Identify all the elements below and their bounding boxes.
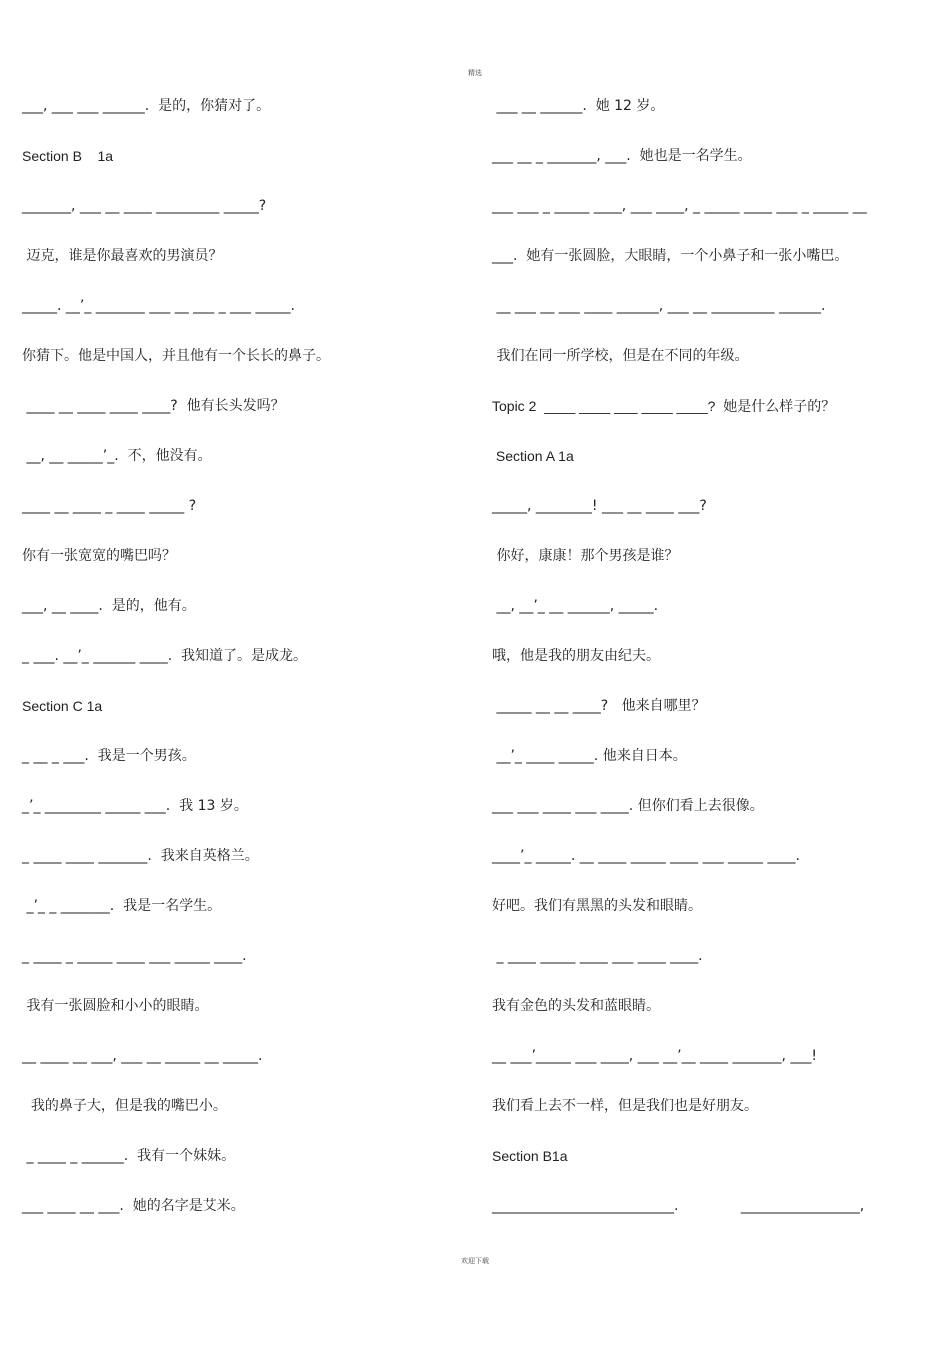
worksheet-line: ___, ___ ___ ______. 是的，你猜对了。 bbox=[22, 98, 271, 114]
worksheet-line: 我有一张圆脸和小小的眼睛。 bbox=[22, 998, 209, 1014]
worksheet-line: ___ __ ______. 她 12 岁。 bbox=[492, 98, 665, 114]
worksheet-line: _______, ___ __ ____ _________ _____? bbox=[22, 198, 267, 214]
right-column bbox=[492, 96, 932, 1246]
worksheet-line: Section C 1a bbox=[22, 698, 103, 714]
worksheet-line: 迈克，谁是你最喜欢的男演员？ bbox=[22, 248, 223, 264]
worksheet-line: 我们在同一所学校，但是在不同的年级。 bbox=[492, 348, 749, 364]
worksheet-line: ___, __ ____. 是的，他有。 bbox=[22, 598, 196, 614]
worksheet-line: Section A 1a bbox=[492, 448, 574, 464]
left-column bbox=[22, 96, 462, 1246]
worksheet-line: __’_ ____ _____. 他来自日本。 bbox=[492, 748, 687, 764]
worksheet-line: __ ___ __ ___ ____ ______, ___ __ _________ ______. bbox=[492, 298, 826, 314]
worksheet-line: __, __’_ __ ______, _____. bbox=[492, 598, 659, 614]
worksheet-line: _’_ ________ _____ ___. 我 13 岁。 bbox=[22, 798, 248, 814]
worksheet-line: _’_ _ _______. 我是一名学生。 bbox=[22, 898, 222, 914]
worksheet-line: 你有一张宽宽的嘴巴吗？ bbox=[22, 548, 176, 564]
worksheet-line: _ ____ _____ ____ ___ ____ ____. bbox=[492, 948, 703, 964]
worksheet-line: _ __ _ ___. 我是一个男孩。 bbox=[22, 748, 196, 764]
worksheet-line: __________________________. _________________, bbox=[492, 1198, 865, 1214]
worksheet-line: 你猜下。他是中国人，并且他有一个长长的鼻子。 bbox=[22, 348, 330, 364]
worksheet-line: _ ____ _ _____ ____ ___ _____ ____. bbox=[22, 948, 247, 964]
worksheet-line: _____, ________! ___ __ ____ ___? bbox=[492, 498, 707, 514]
worksheet-line: _ ___. __’_ ______ ____. 我知道了。是成龙。 bbox=[22, 648, 308, 664]
worksheet-line: 我的鼻子大，但是我的嘴巴小。 bbox=[22, 1098, 227, 1114]
worksheet-line: ___ __ _ _______, ___. 她也是一名学生。 bbox=[492, 148, 752, 164]
page-footer: 欢迎下载 bbox=[461, 1257, 489, 1265]
worksheet-line: __, __ _____’_. 不，他没有。 bbox=[22, 448, 212, 464]
worksheet-line: __ ___’_____ ___ ____, ___ __’__ ____ _______, ___! bbox=[492, 1048, 818, 1064]
page-header: 精选 bbox=[468, 69, 482, 77]
worksheet-line: Section B 1a bbox=[22, 148, 114, 164]
worksheet-line: 我们看上去不一样，但是我们也是好朋友。 bbox=[492, 1098, 758, 1114]
worksheet-line: ____ __ ____ _ ____ _____ ? bbox=[22, 498, 197, 514]
worksheet-line: ____ __ ____ ____ ____? 他有长头发吗？ bbox=[22, 398, 285, 414]
worksheet-line: 哦，他是我的朋友由纪夫。 bbox=[492, 648, 660, 664]
worksheet-line: ___ ____ __ ___. 她的名字是艾米。 bbox=[22, 1198, 245, 1214]
worksheet-line: 我有金色的头发和蓝眼睛。 bbox=[492, 998, 660, 1014]
worksheet-line: 好吧。我们有黑黑的头发和眼睛。 bbox=[492, 898, 702, 914]
worksheet-line: ___ ___ _ _____ ____, ___ ____, _ _____ ____ ___ _ _____ __ bbox=[492, 198, 867, 214]
worksheet-line: ___. 她有一张圆脸，大眼睛，一个小鼻子和一张小嘴巴。 bbox=[492, 248, 849, 264]
worksheet-line: ___ ___ ____ ___ ____. 但你们看上去很像。 bbox=[492, 798, 764, 814]
worksheet-line: 你好，康康！那个男孩是谁？ bbox=[492, 548, 679, 564]
worksheet-line: _ ____ ____ _______. 我来自英格兰。 bbox=[22, 848, 259, 864]
worksheet-line: _____ __ __ ____? 他来自哪里？ bbox=[492, 698, 706, 714]
worksheet-line: __ ____ __ ___, ___ __ _____ __ _____. bbox=[22, 1048, 263, 1064]
worksheet-line: Topic 2 ____ ____ ___ ____ ____? 她是什么样子的？ bbox=[492, 398, 836, 414]
worksheet-line: _____. __’_ _______ ___ __ ___ _ ___ _____. bbox=[22, 298, 295, 314]
worksheet-line: _ ____ _ ______. 我有一个妹妹。 bbox=[22, 1148, 236, 1164]
worksheet-line: ____’_ _____. __ ____ _____ ____ ___ _____ ____. bbox=[492, 848, 800, 864]
worksheet-line: Section B1a bbox=[492, 1148, 568, 1164]
